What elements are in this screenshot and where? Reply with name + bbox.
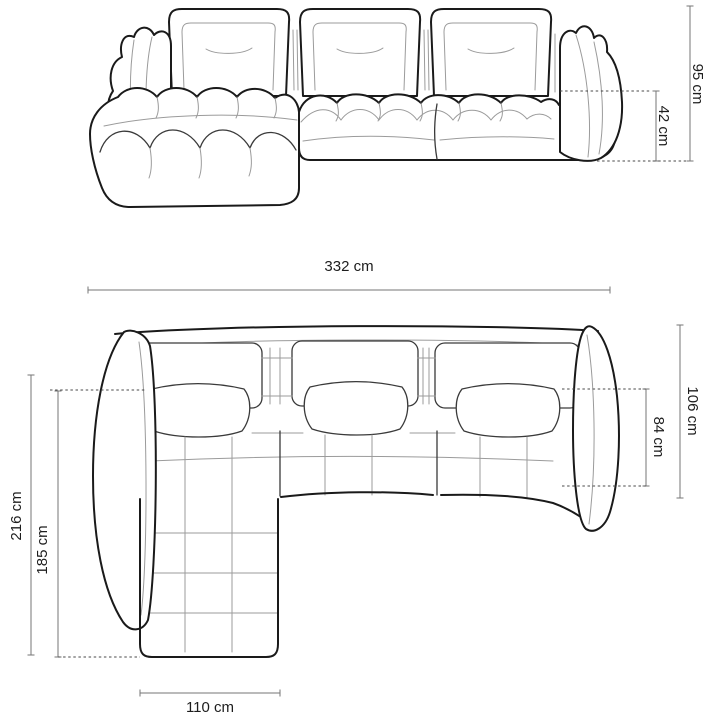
body-depth-label: 106 cm xyxy=(684,386,701,436)
top-right-armrest xyxy=(573,326,619,530)
seat-height-label: 42 cm xyxy=(655,105,672,147)
dimension-line-110cm xyxy=(140,690,280,697)
front-chaise xyxy=(90,88,299,207)
top-pillows xyxy=(146,382,560,437)
overall-height-label: 95 cm xyxy=(689,63,706,105)
top-back-edge xyxy=(115,326,598,334)
top-chaise-outline xyxy=(140,499,278,657)
top-front-edge-mid xyxy=(281,492,433,497)
top-front-edge-right xyxy=(441,495,597,529)
overall-depth-label: 216 cm xyxy=(8,491,25,541)
seat-depth-label: 84 cm xyxy=(650,416,667,458)
chaise-width-label: 110 cm xyxy=(185,699,235,716)
top-view-illustration xyxy=(93,326,619,657)
front-back-pillows xyxy=(163,9,555,96)
dimension-line-216cm xyxy=(28,375,35,655)
top-left-armrest xyxy=(93,331,156,630)
front-view-illustration xyxy=(90,9,622,207)
overall-width-label: 332 cm xyxy=(324,258,374,275)
front-right-armrest xyxy=(560,26,622,161)
top-seat-grid xyxy=(141,431,553,652)
chaise-length-label: 185 cm xyxy=(34,525,51,575)
dimension-line-332cm xyxy=(88,287,610,294)
